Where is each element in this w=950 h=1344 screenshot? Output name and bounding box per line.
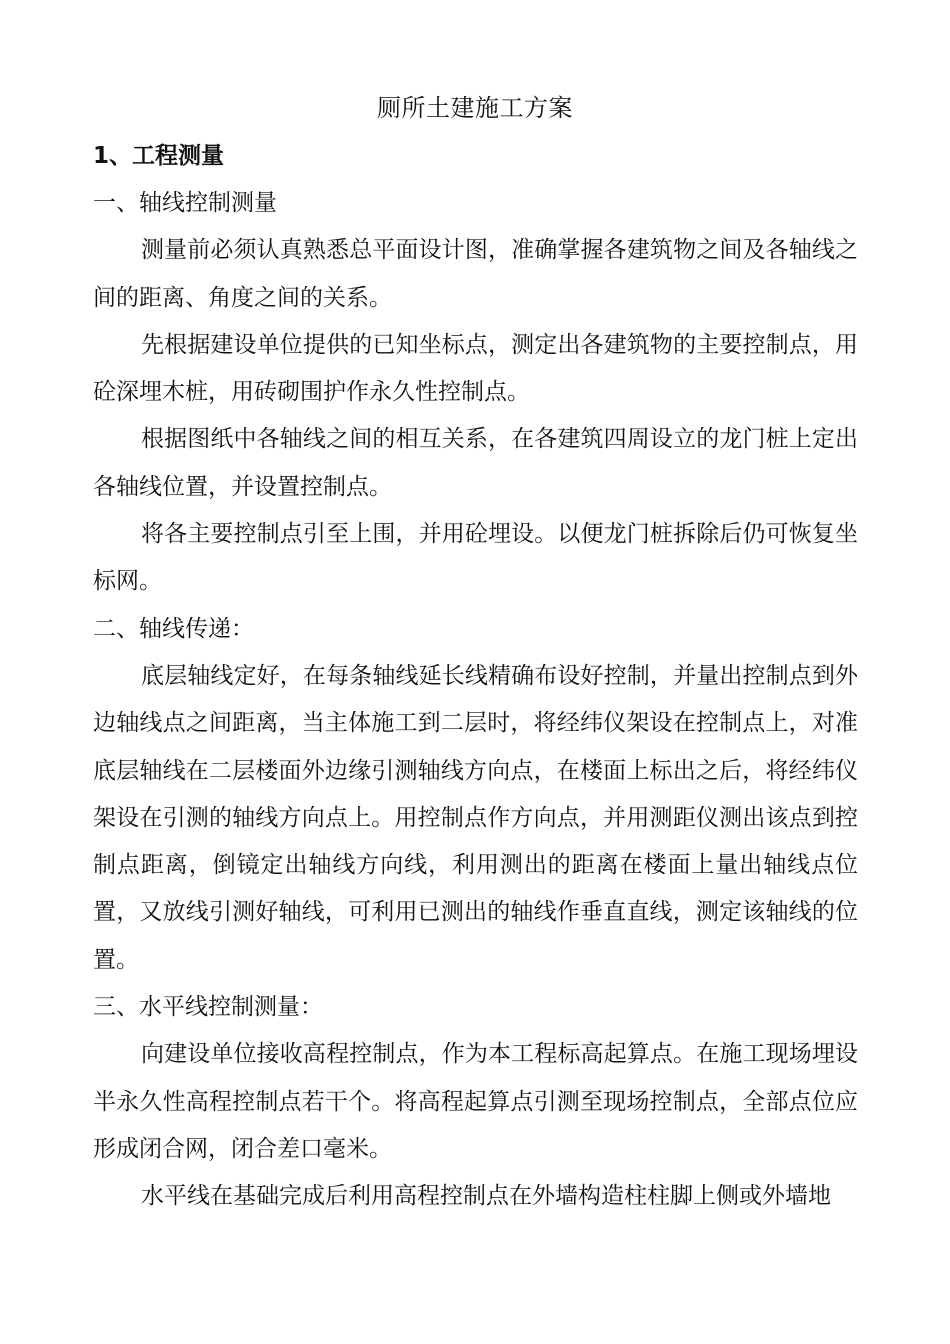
- document-body: [93, 180, 858, 1221]
- subsection-heading-level-control: 三、水平线控制测量：: [93, 994, 323, 1021]
- document-title: 厕所土建施工方案: [377, 94, 573, 122]
- paragraph: 向建设单位接收高程控制点，作为本工程标高起算点。在施工现场埋设半永久性高程控制点若干个。将高程起算点引测至现场控制点，全部点位应形成闭合网，闭合差口毫米。: [93, 1041, 858, 1162]
- subsection-heading-axis-control: 一、轴线控制测量: [93, 190, 277, 216]
- paragraph: 将各主要控制点引至上围，并用砼埋设。以便龙门桩拆除后仍可恢复坐标网。: [93, 521, 858, 595]
- paragraph: 水平线在基础完成后利用高程控制点在外墙构造柱柱脚上侧或外墙地: [141, 1183, 831, 1210]
- section-heading: 1、工程测量: [93, 143, 225, 169]
- paragraph: 测量前必须认真熟悉总平面设计图，准确掌握各建筑物之间及各轴线之间的距离、角度之间的关系。: [93, 237, 858, 311]
- paragraph: 底层轴线定好，在每条轴线延长线精确布设好控制，并量出控制点到外边轴线点之间距离，当主体施工到二层时，将经纬仪架设在控制点上，对准底层轴线在二层楼面外边缘引测轴线方向点，在楼面上标出之后，将经纬仪架设在引测的轴线方向点上。用控制点作方向点，并用测距仪测出该点到控制点距离，倒镜定出轴线方向线，利用测出的距离在楼面上量出轴线点位置，又放线引测好轴线，可利用已测出的轴线作垂直直线，测定该轴线的位置。: [93, 662, 858, 973]
- subsection-heading-axis-transfer: 二、轴线传递：: [93, 615, 254, 642]
- paragraph: 根据图纸中各轴线之间的相互关系，在各建筑四周设立的龙门桩上定出各轴线位置，并设置控制点。: [93, 426, 858, 500]
- paragraph: 先根据建设单位提供的已知坐标点，测定出各建筑物的主要控制点，用砼深埋木桩，用砖砌围护作永久性控制点。: [93, 331, 858, 406]
